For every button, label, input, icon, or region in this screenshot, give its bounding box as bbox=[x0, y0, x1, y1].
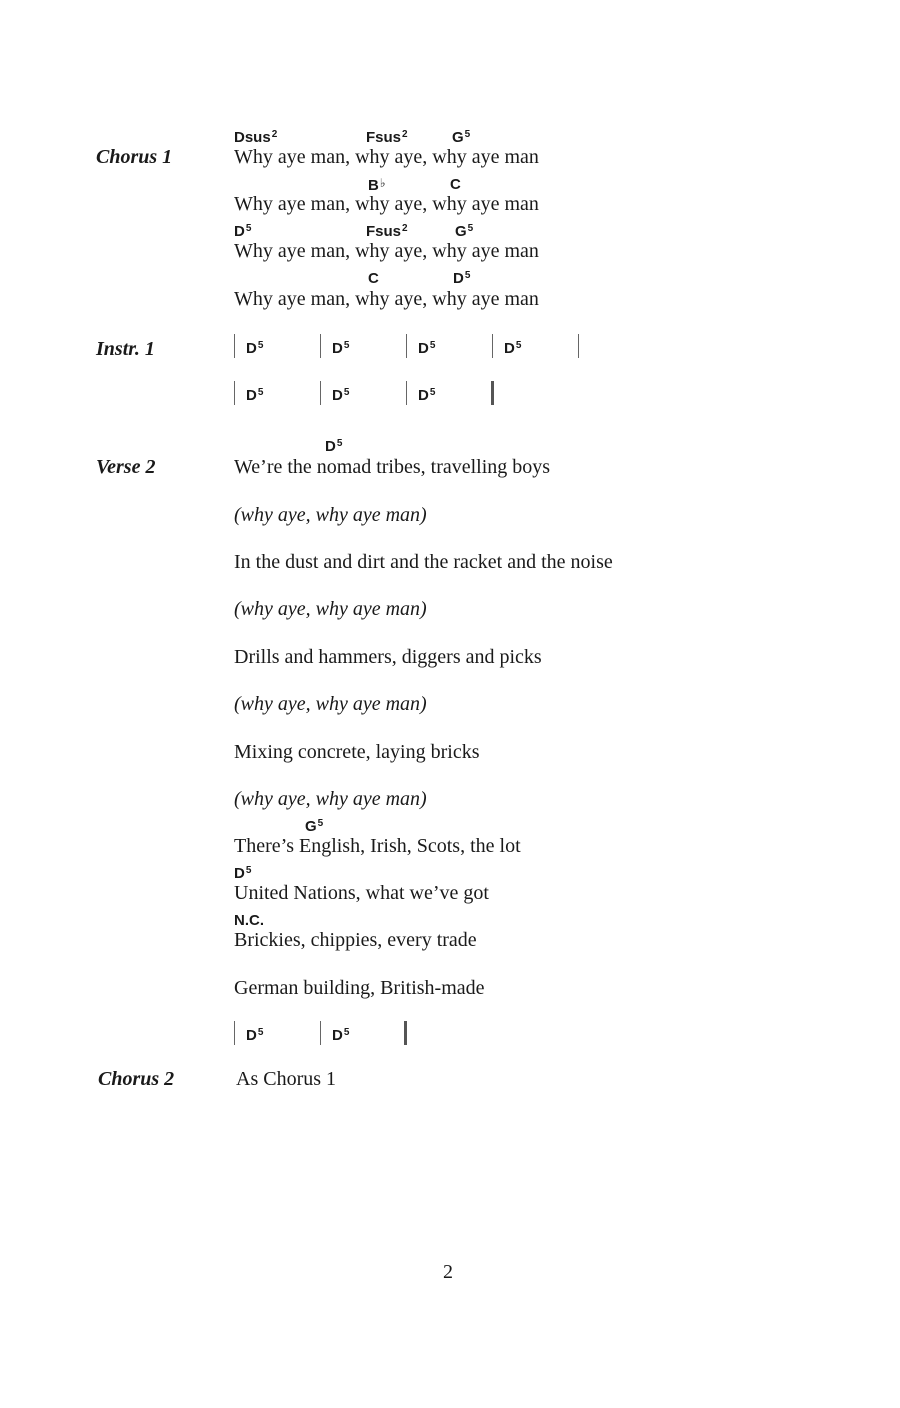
barline bbox=[320, 381, 321, 405]
chord-d5: $D^5$ bbox=[504, 340, 522, 357]
chord-b-flat: B♭ bbox=[368, 176, 386, 194]
lyric-line: German building, British-made bbox=[234, 977, 485, 999]
barline bbox=[320, 1021, 321, 1045]
lyric-line: United Nations, what we’ve got bbox=[234, 882, 489, 904]
chord-g5: $G^5$ bbox=[455, 223, 474, 240]
lyric-line: Brickies, chippies, every trade bbox=[234, 929, 477, 951]
barline bbox=[234, 1021, 235, 1045]
chord-d5: $D^5$ bbox=[234, 223, 252, 240]
chord-d5: $D^5$ bbox=[246, 1027, 264, 1044]
section-label-chorus-2: Chorus 2 bbox=[98, 1068, 175, 1090]
chord-fsus2: Fsus$^2$ bbox=[366, 129, 408, 146]
chorus-2-instruction: As Chorus 1 bbox=[236, 1068, 337, 1090]
barline bbox=[406, 381, 407, 405]
chord-d5: $D^5$ bbox=[418, 340, 436, 357]
final-barline bbox=[404, 1021, 407, 1045]
chord-d5: $D^5$ bbox=[332, 1027, 350, 1044]
chord-d5: $D^5$ bbox=[332, 387, 350, 404]
barline bbox=[492, 334, 493, 358]
barline bbox=[578, 334, 579, 358]
lyric-response: (why aye, why aye man) bbox=[234, 598, 427, 620]
chord-c: C bbox=[450, 176, 461, 193]
section-label-verse-2: Verse 2 bbox=[96, 456, 156, 478]
chord-c: C bbox=[368, 270, 379, 287]
chord-fsus2: Fsus$^2$ bbox=[366, 223, 408, 240]
barline bbox=[320, 334, 321, 358]
lyric-line: Why aye man, why aye, why aye man bbox=[234, 193, 539, 215]
barline bbox=[234, 334, 235, 358]
page-number: 2 bbox=[443, 1261, 453, 1283]
chord-d5: $D^5$ bbox=[325, 438, 343, 455]
section-label-chorus-1: Chorus 1 bbox=[96, 146, 173, 168]
barline bbox=[406, 334, 407, 358]
chord-d5: $D^5$ bbox=[246, 340, 264, 357]
barline bbox=[234, 381, 235, 405]
lyric-line: Why aye man, why aye, why aye man bbox=[234, 288, 539, 310]
chord-no-chord: N.C. bbox=[234, 912, 264, 929]
lyric-line: Why aye man, why aye, why aye man bbox=[234, 240, 539, 262]
chord-dsus2: Dsus$^2$ bbox=[234, 129, 278, 146]
final-barline bbox=[491, 381, 494, 405]
chord-d5: $D^5$ bbox=[246, 387, 264, 404]
chord-d5: $D^5$ bbox=[234, 865, 252, 882]
lyric-line: Drills and hammers, diggers and picks bbox=[234, 646, 542, 668]
chord-g5: $G^5$ bbox=[305, 818, 324, 835]
chord-d5: $D^5$ bbox=[332, 340, 350, 357]
lyric-line: In the dust and dirt and the racket and the noise bbox=[234, 551, 613, 573]
lyric-response: (why aye, why aye man) bbox=[234, 788, 427, 810]
lyric-response: (why aye, why aye man) bbox=[234, 693, 427, 715]
chord-g5: $G^5$ bbox=[452, 129, 471, 146]
lyric-line: Why aye man, why aye, why aye man bbox=[234, 146, 539, 168]
lyric-line: We’re the nomad tribes, travelling boys bbox=[234, 456, 551, 478]
lyric-line: Mixing concrete, laying bricks bbox=[234, 741, 480, 763]
section-label-instr-1: Instr. 1 bbox=[96, 338, 155, 360]
lyric-response: (why aye, why aye man) bbox=[234, 504, 427, 526]
chord-d5: $D^5$ bbox=[453, 270, 471, 287]
lyric-line: There’s English, Irish, Scots, the lot bbox=[234, 835, 521, 857]
chord-d5: $D^5$ bbox=[418, 387, 436, 404]
